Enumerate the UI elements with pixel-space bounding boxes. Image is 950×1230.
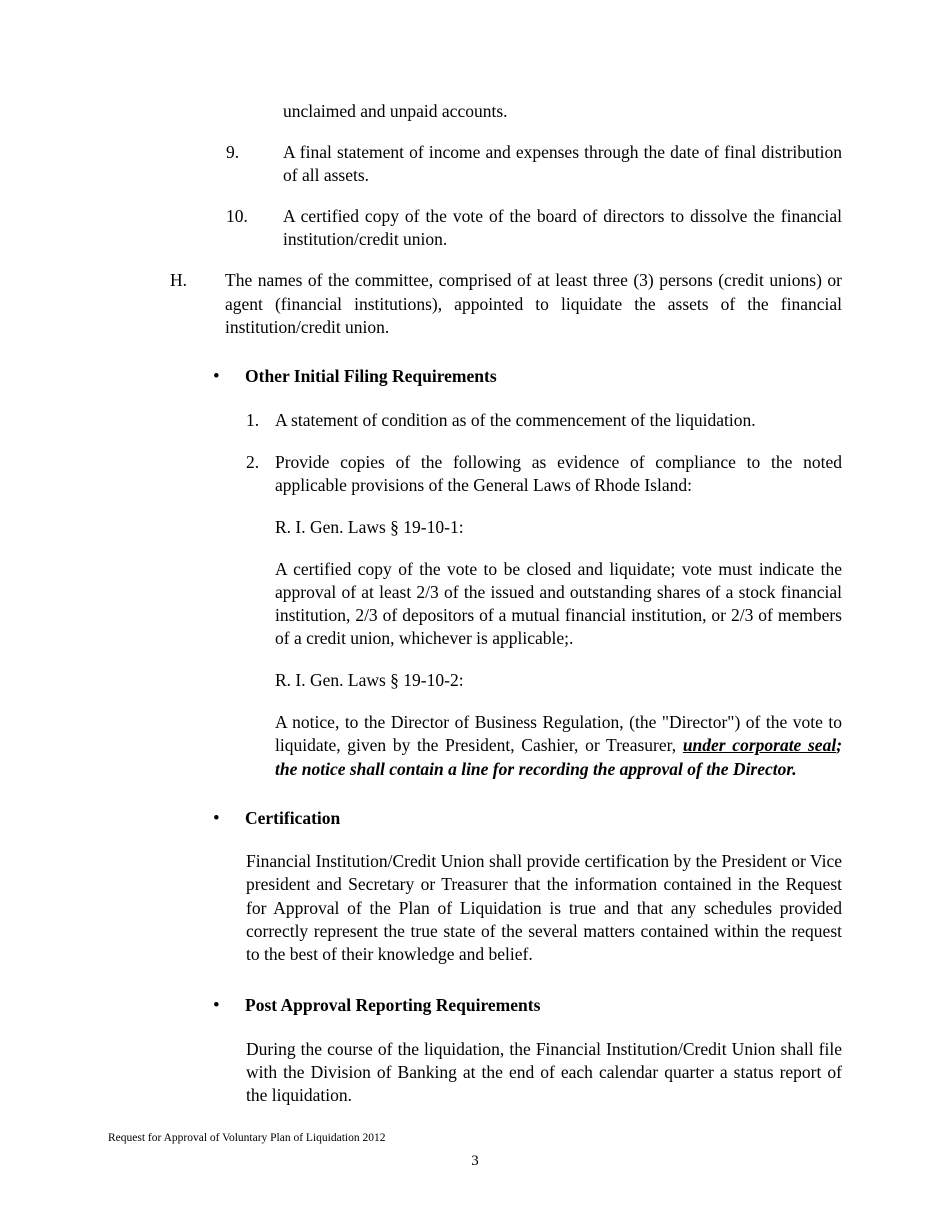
bullet-icon: • xyxy=(213,994,220,1016)
list-item-marker: 9. xyxy=(226,142,240,163)
section-heading-text: Other Initial Filing Requirements xyxy=(245,365,497,386)
bullet-icon: • xyxy=(213,807,220,829)
statute-citation-1: R. I. Gen. Laws § 19-10-1: xyxy=(275,516,464,537)
list-item-marker: H. xyxy=(170,270,188,291)
list-item-text: A final statement of income and expenses through the date of final distribution of all assets. xyxy=(283,142,842,186)
section-heading-post-approval-reporting-requirements xyxy=(213,994,842,1018)
continuation-line: unclaimed and unpaid accounts. xyxy=(283,101,508,121)
list-item-text: A certified copy of the vote of the board of directors to dissolve the financial institution/credit union. xyxy=(283,206,842,250)
list-item xyxy=(246,451,842,497)
document-footer-note: Request for Approval of Voluntary Plan of Liquidation 2012 xyxy=(108,1131,386,1144)
list-item-text: Provide copies of the following as evidence of compliance to the noted applicable provisions of the General Laws of Rhode Island: xyxy=(275,451,842,495)
section-heading-text: Certification xyxy=(245,807,341,828)
list-item-marker: 10. xyxy=(226,206,248,227)
list-item xyxy=(170,269,842,338)
section-heading-text: Post Approval Reporting Requirements xyxy=(245,994,541,1015)
certification-body: Financial Institution/Credit Union shall provide certification by the President or Vice president and Secretary or Treasurer that the information contained in the Request for Approval of the Plan of Liquidation is true and that any schedules provided correctly represent the true state of the several matters contained within the request to the best of their knowledge and belief. xyxy=(246,851,842,964)
bullet-icon: • xyxy=(213,365,220,387)
section-heading-certification xyxy=(213,807,842,831)
statute-citation-1-body: A certified copy of the vote to be closed and liquidate; vote must indicate the approval of at least 2/3 of the issued and outstanding shares of a stock financial institution, 2/3 of depositors of a mutual financial institution, or 2/3 of members of a credit union, whichever is applicable;. xyxy=(275,558,842,649)
section-heading-other-initial-filing-requirements xyxy=(213,365,842,389)
list-item-marker: 2. xyxy=(246,451,260,472)
list-item xyxy=(226,141,842,187)
post-approval-body: During the course of the liquidation, the Financial Institution/Credit Union shall file with the Division of Banking at the end of each calendar quarter a status report of the liquidation. xyxy=(246,1038,842,1105)
list-item-text: A statement of condition as of the commencement of the liquidation. xyxy=(275,409,756,430)
list-item xyxy=(226,205,842,251)
statute-citation-2-body xyxy=(275,711,842,780)
list-item xyxy=(246,409,842,432)
list-item-text: The names of the committee, comprised of at least three (3) persons (credit unions) or agent (financial institutions), appointed to liquidate the assets of the financial institution/credit union. xyxy=(225,270,842,337)
citation-2-underlined-emphasis: under corporate seal xyxy=(682,735,837,756)
citation-2-plain-text: A notice, to the Director of Business Regulation, (the "Director") of the vote to liquidate, given by the President, Cashier, or Treasurer, xyxy=(275,712,842,756)
list-item-marker: 1. xyxy=(246,409,260,430)
citation-2-bold-italic-emphasis: ; the notice shall contain a line for recording the approval of the Director. xyxy=(275,735,843,779)
page-number: 3 xyxy=(471,1153,479,1169)
statute-citation-2: R. I. Gen. Laws § 19-10-2: xyxy=(275,670,464,691)
